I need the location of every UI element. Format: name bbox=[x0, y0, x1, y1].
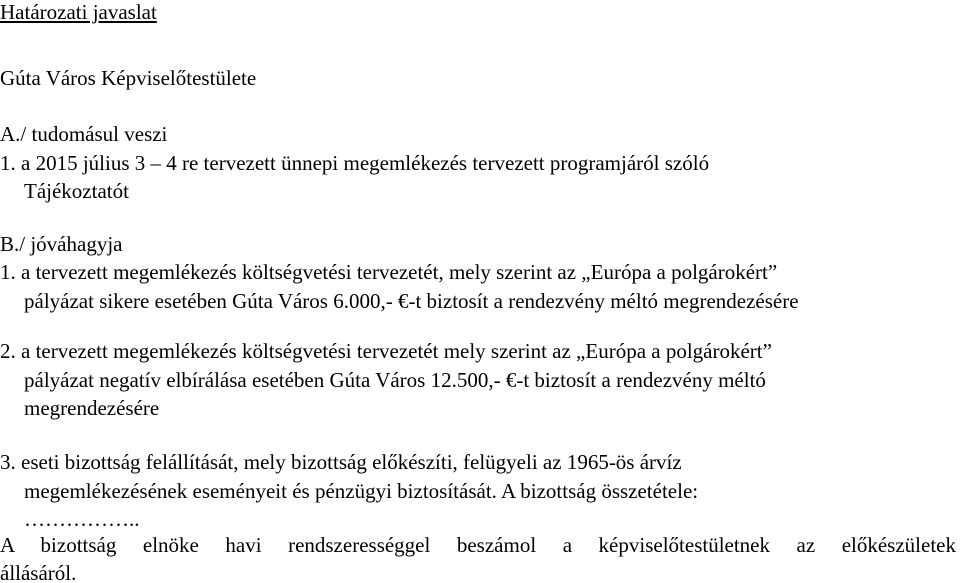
section-a-item1-line1: 1. a 2015 július 3 – 4 re tervezett ünnepi megemlékezés tervezett programjáról szóló bbox=[0, 151, 710, 175]
section-b-item2-line2: pályázat negatív elbírálása esetében Gúta Város 12.500,- €-t biztosít a rendezvény méltó bbox=[24, 368, 766, 392]
body-name: Gúta Város Képviselőtestülete bbox=[0, 66, 257, 90]
section-b-item1-line1: 1. a tervezett megemlékezés költségvetési tervezetét, mely szerint az „Európa a polgárokért” bbox=[0, 260, 778, 284]
section-b-item1-line2: pályázat sikere esetében Gúta Város 6.000,- €-t biztosít a rendezvény méltó megrendezésére bbox=[24, 289, 799, 313]
section-b-heading: B./ jóváhagyja bbox=[0, 232, 123, 256]
section-b-item3-line1: 3. eseti bizottság felállítását, mely bizottság előkészíti, felügyeli az 1965-ös árvíz bbox=[0, 450, 682, 474]
section-a-heading: A./ tudomásul veszi bbox=[0, 122, 168, 146]
section-a-item1-line2: Tájékoztatót bbox=[24, 179, 129, 203]
section-b-item2-line1: 2. a tervezett megemlékezés költségvetési tervezetét mely szerint az „Európa a polgárokért” bbox=[0, 339, 772, 363]
document-title: Határozati javaslat bbox=[0, 0, 157, 24]
section-b-item3-line5: állásáról. bbox=[0, 561, 77, 583]
section-b-item2-line3: megrendezésére bbox=[24, 396, 160, 420]
section-b-item3-line3: …………….. bbox=[24, 507, 140, 531]
section-b-item3-line2: megemlékezésének eseményeit és pénzügyi biztosítását. A bizottság összetétele: bbox=[24, 479, 699, 503]
section-b-item3-line4: A bizottság elnöke havi rendszerességgel beszámol a képviselőtestületnek az előkészületek bbox=[0, 533, 956, 557]
